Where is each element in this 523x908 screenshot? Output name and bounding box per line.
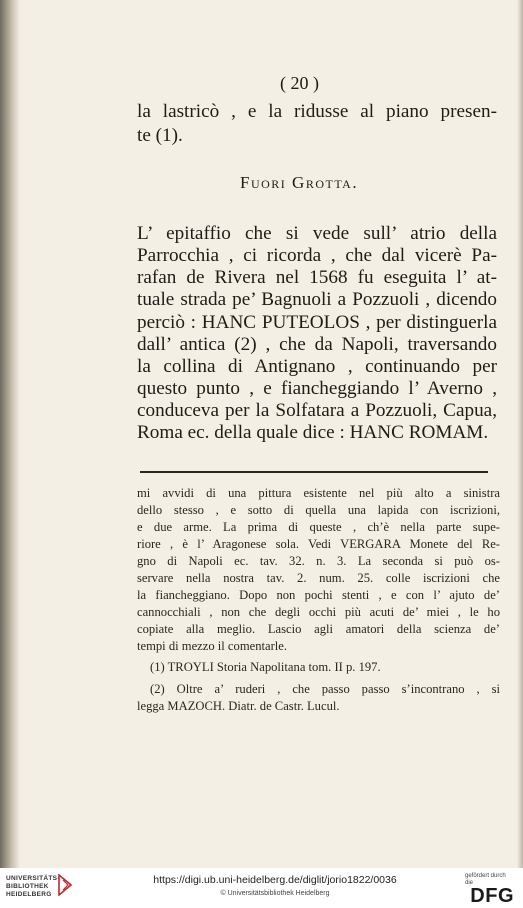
text-line: L’ epitaffio che si vede sull’ atrio della — [137, 223, 497, 244]
library-emblem-icon — [58, 874, 72, 896]
permalink-url[interactable]: https://digi.ub.uni-heidelberg.de/diglit/jorio1822/0036 — [153, 874, 397, 886]
text-line: tuale strada pe’ Bagnuoli a Pozzuoli , dicendo — [137, 289, 497, 310]
text-line: questo punto , e fiancheggiando l’ Averno , — [137, 378, 497, 399]
text-line: la lastricò , e la ridusse al piano presen- — [137, 101, 497, 122]
dfg-logo[interactable]: DFG — [470, 885, 514, 907]
footnote-line: mi avvidi di una pittura esistente nel più alto a sinistra — [137, 486, 500, 500]
library-logo[interactable]: UNIVERSITÄTS- BIBLIOTHEK HEIDELBERG — [6, 875, 60, 898]
page-edge-shadow — [517, 0, 523, 868]
section-heading: Fuori Grotta. — [240, 173, 359, 192]
footnote-line: copiate alla meglio. Lascio agli amatori della scienza de’ — [137, 622, 500, 636]
text-line: la collina di Antignano , continuando per — [137, 356, 497, 377]
footnote-note-2-cont: legga MAZOCH. Diatr. de Castr. Lucul. — [137, 699, 340, 713]
text-line: rafan de Rivera nel 1568 fu eseguita l’ at- — [137, 267, 497, 288]
text-line: Roma ec. della quale dice : HANC ROMAM. — [137, 422, 489, 443]
viewer-footer — [0, 868, 523, 908]
footnote-line: cannocchiali , non che degli occhi più acuti de’ miei , le ho — [137, 605, 500, 619]
funder-text: gefördert durch die — [465, 873, 506, 886]
footnote-line: tempi di mezzo il comentarle. — [137, 639, 288, 653]
text-line: dall’ antica (2) , che da Napoli, traversando — [137, 334, 497, 355]
footnote-line: riore , è l’ Aragonese sola. Vedi VERGARA Monete del Re- — [137, 537, 500, 551]
page-binding-shadow — [0, 0, 20, 868]
footnote-line: la fiancheggiano. Dopo non pochi stenti , e con l’ ajuto de’ — [137, 588, 500, 602]
text-line: Parrocchia , ci ricorda , che dal vicerè Pa- — [137, 245, 497, 266]
copyright-notice: © Universitätsbibliothek Heidelberg — [220, 890, 330, 897]
text-line: perciò : HANC PUTEOLOS , per distinguerla — [137, 312, 497, 333]
text-line: conduceva per la Solfatara a Pozzuoli, Capua, — [137, 400, 497, 421]
footnote-line: e due arme. La prima di queste , ch’è nella parte supe- — [137, 520, 500, 534]
footnote-note-2: (2) Oltre a’ ruderi , che passo passo s’incontrano , si — [150, 682, 500, 696]
text-line: te (1). — [137, 125, 183, 146]
footnote-line: servare nella nostra tav. 2. num. 25. colle iscrizioni che — [137, 571, 500, 585]
footnote-line: gno di Napoli ec. tav. 32. n. 3. La seconda si può os- — [137, 554, 500, 568]
footnote-note-1: (1) TROYLI Storia Napolitana tom. II p. 197. — [150, 660, 381, 674]
footnote-separator — [140, 471, 488, 473]
footnote-line: dello stesso , e sotto di quella una lapida con iscrizioni, — [137, 503, 500, 517]
page-number: ( 20 ) — [280, 73, 319, 93]
